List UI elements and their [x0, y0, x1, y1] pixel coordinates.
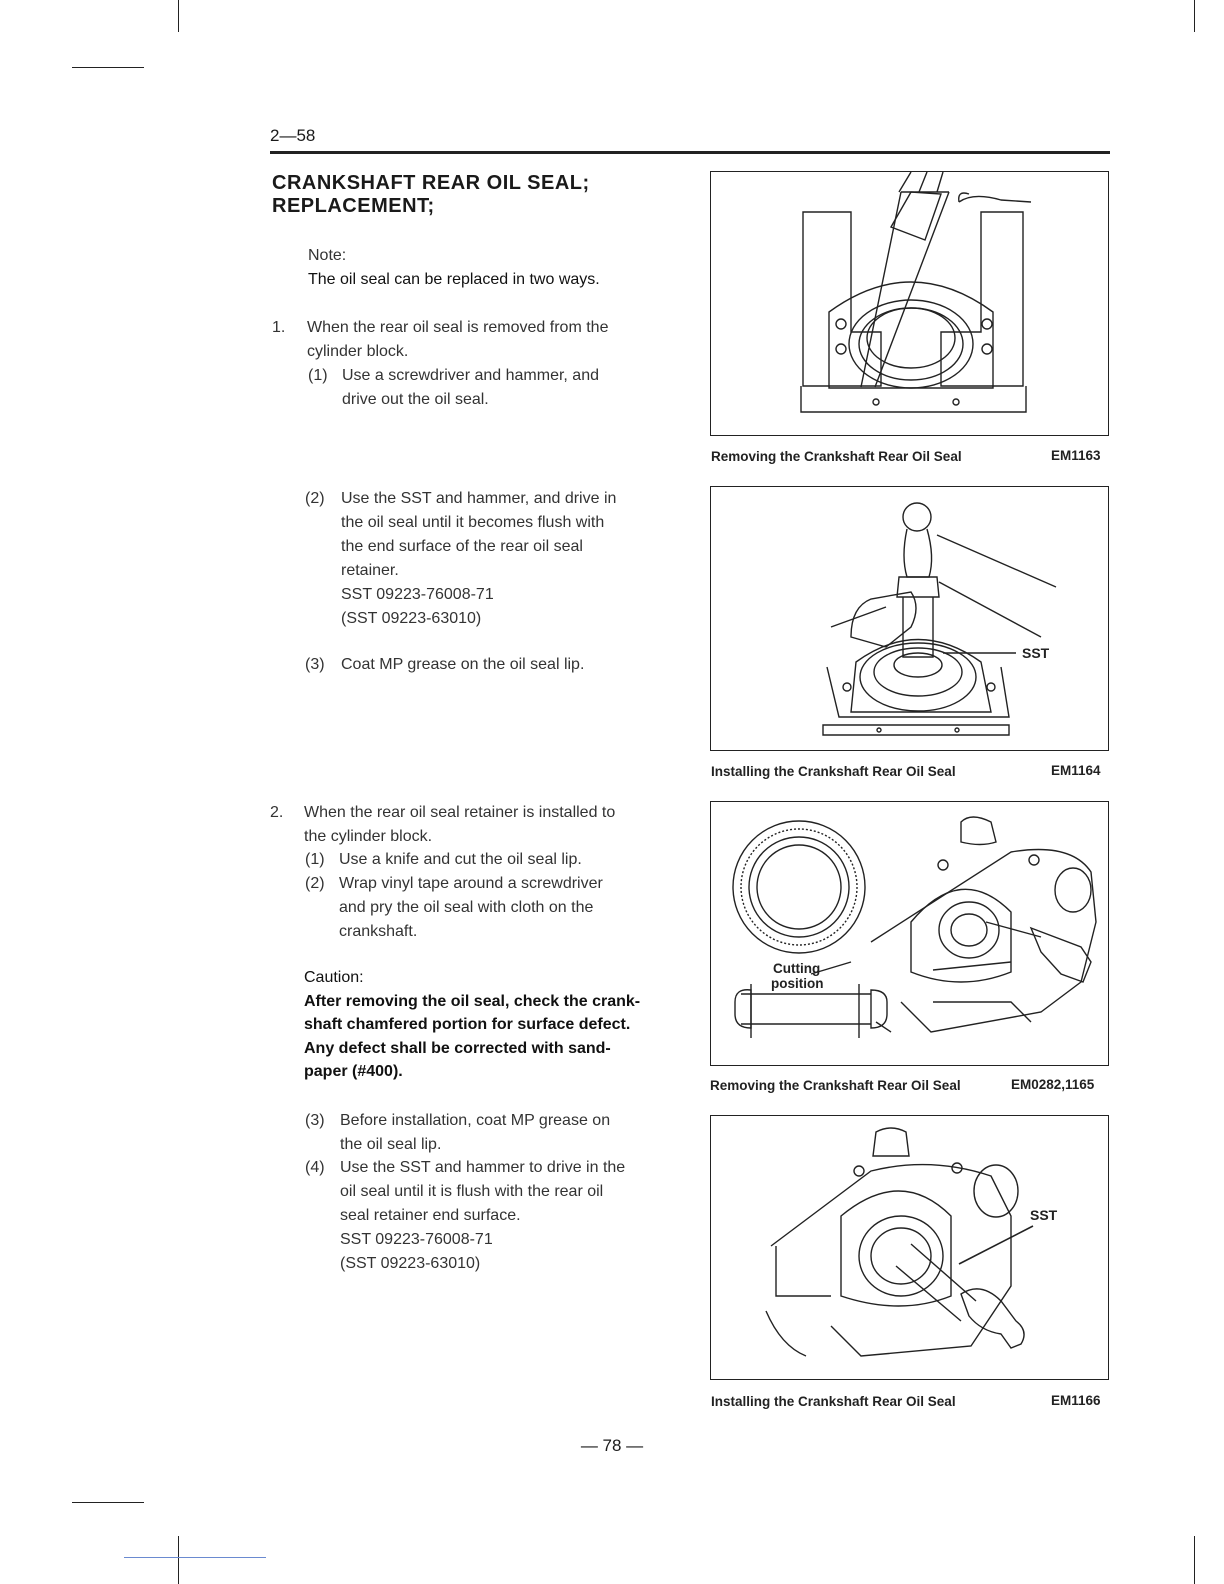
text-line: seal retainer end surface.	[340, 1207, 521, 1224]
crop-mark	[1194, 1536, 1195, 1584]
figure-code: EM1163	[1051, 448, 1101, 463]
step-text	[341, 487, 661, 631]
figure-code: EM1166	[1051, 1393, 1101, 1408]
sst-number: SST 09223-76008-71	[340, 1231, 493, 1248]
note-text: The oil seal can be replaced in two ways.	[308, 271, 600, 288]
figure-removing-seal-2	[710, 801, 1109, 1066]
text-line: drive out the oil seal.	[342, 391, 489, 408]
caution-text	[304, 990, 662, 1084]
text-line: When the rear oil seal retainer is installed to	[304, 804, 616, 821]
text-line: the cylinder block.	[304, 828, 433, 845]
step-number: (4)	[305, 1159, 325, 1176]
figure-code: EM0282,1165	[1011, 1077, 1095, 1092]
section-number: 2.	[270, 804, 284, 821]
step-number: (1)	[305, 851, 325, 868]
step-number: (3)	[305, 1112, 325, 1129]
step-text: Use a knife and cut the oil seal lip.	[339, 851, 582, 868]
crop-mark	[72, 67, 144, 68]
page-footer-number: — 78 —	[580, 1436, 644, 1455]
text-line: and pry the oil seal with cloth on the	[339, 899, 594, 916]
text-line: Any defect shall be corrected with sand-	[304, 1039, 611, 1057]
section-text	[304, 801, 661, 849]
header-rule	[270, 151, 1110, 154]
text-line: Use the SST and hammer to drive in the	[340, 1159, 626, 1176]
step-text	[340, 1156, 661, 1276]
title-line: REPLACEMENT;	[272, 195, 435, 217]
text-line: oil seal until it is flush with the rear oil	[340, 1183, 604, 1200]
crop-mark	[178, 1536, 179, 1584]
sst-number: (SST 09223-63010)	[341, 610, 482, 627]
text-line: paper (#400).	[304, 1063, 403, 1080]
sst-label: SST	[1022, 645, 1050, 661]
step-text	[339, 872, 661, 944]
note-label: Note:	[308, 247, 347, 264]
section-text	[307, 316, 661, 364]
text-line: Use the SST and hammer, and drive in	[341, 490, 617, 507]
crop-mark	[178, 0, 179, 32]
caution-block	[304, 966, 662, 1084]
figure-illustration	[711, 172, 1108, 435]
cutting-position-label: position	[771, 976, 824, 991]
text-line: the oil seal until it becomes flush with	[341, 514, 605, 531]
figure-removing-seal-1	[710, 171, 1109, 436]
figure-code: EM1164	[1051, 763, 1101, 778]
step-text	[340, 1109, 661, 1157]
text-line: Wrap vinyl tape around a screwdriver	[339, 875, 603, 892]
step-number: (2)	[305, 875, 325, 892]
step-text: Coat MP grease on the oil seal lip.	[341, 656, 585, 673]
step-number: (3)	[305, 656, 325, 673]
figure-installing-seal-1	[710, 486, 1109, 751]
figure-illustration	[711, 1116, 1108, 1379]
figure-caption: Removing the Crankshaft Rear Oil Seal	[711, 449, 962, 464]
figure-caption: Removing the Crankshaft Rear Oil Seal	[710, 1078, 961, 1093]
caution-label: Caution:	[304, 969, 364, 986]
step-number: (1)	[308, 367, 328, 384]
text-line: the oil seal lip.	[340, 1136, 442, 1153]
figure-caption: Installing the Crankshaft Rear Oil Seal	[711, 764, 956, 779]
cutting-position-label: Cutting	[773, 961, 821, 976]
text-line: cylinder block.	[307, 343, 409, 360]
figure-caption: Installing the Crankshaft Rear Oil Seal	[711, 1394, 956, 1409]
crop-mark	[124, 1557, 266, 1558]
text-line: the end surface of the rear oil seal	[341, 538, 583, 555]
section-number: 1.	[272, 319, 286, 336]
sst-number: (SST 09223-63010)	[340, 1255, 481, 1272]
text-line: Before installation, coat MP grease on	[340, 1112, 611, 1129]
crop-mark	[1194, 0, 1195, 32]
text-line: shaft chamfered portion for surface defect.	[304, 1016, 631, 1033]
title-line: CRANKSHAFT REAR OIL SEAL;	[272, 172, 590, 194]
text-line: Use a screwdriver and hammer, and	[342, 367, 599, 384]
text-line: When the rear oil seal is removed from the	[307, 319, 609, 336]
page-number: 2—58	[270, 126, 316, 145]
text-line: crankshaft.	[339, 923, 418, 940]
sst-number: SST 09223-76008-71	[341, 586, 494, 603]
sst-label: SST	[1030, 1207, 1058, 1223]
text-line: After removing the oil seal, check the crank-	[304, 992, 641, 1010]
step-number: (2)	[305, 490, 325, 507]
crop-mark	[72, 1502, 144, 1503]
step-text	[342, 364, 661, 412]
figure-installing-seal-2	[710, 1115, 1109, 1380]
text-line: retainer.	[341, 562, 399, 579]
section-title	[272, 172, 672, 218]
figure-illustration	[711, 802, 1108, 1065]
figure-illustration	[711, 487, 1108, 750]
